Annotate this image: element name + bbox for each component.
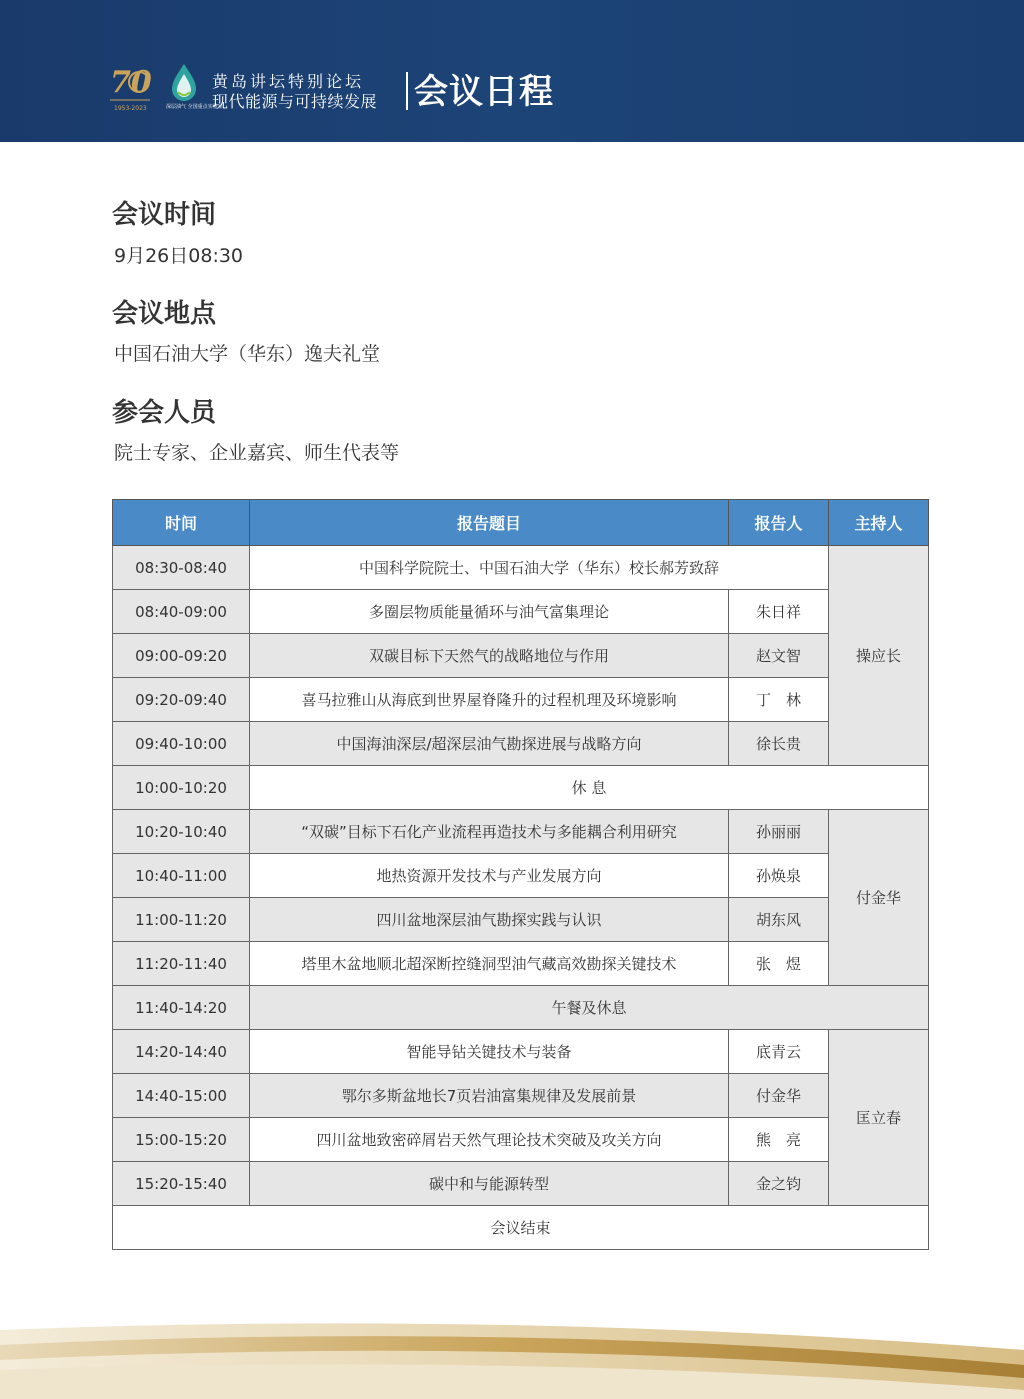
time-cell: 09:00-09:20 <box>113 634 250 678</box>
time-heading: 会议时间 <box>112 200 217 230</box>
table-row <box>113 1162 929 1206</box>
header-host: 主持人 <box>829 500 929 546</box>
table-row <box>113 1074 929 1118</box>
time-cell: 09:20-09:40 <box>113 678 250 722</box>
topic-cell: 多圈层物质能量循环与油气富集理论 <box>250 590 729 634</box>
svg-text:70: 70 <box>110 65 152 100</box>
header-topic: 报告题目 <box>250 500 729 546</box>
location-value: 中国石油大学（华东）逸夫礼堂 <box>114 343 381 365</box>
speaker-cell: 孙丽丽 <box>729 810 829 854</box>
topic-cell: 鄂尔多斯盆地长7页岩油富集规律及发展前景 <box>250 1074 729 1118</box>
table-row <box>113 986 929 1030</box>
topic-cell: 双碳目标下天然气的战略地位与作用 <box>250 634 729 678</box>
speaker-cell: 胡东风 <box>729 898 829 942</box>
break-cell: 休 息 <box>250 766 929 810</box>
table-row <box>113 722 929 766</box>
speaker-cell: 张 煜 <box>729 942 829 986</box>
topic-cell: 碳中和与能源转型 <box>250 1162 729 1206</box>
header-divider <box>406 72 408 110</box>
table-row <box>113 854 929 898</box>
speaker-cell: 孙焕泉 <box>729 854 829 898</box>
time-cell: 08:40-09:00 <box>113 590 250 634</box>
topic-cell: 中国科学院院士、中国石油大学（华东）校长郝芳致辞 <box>250 546 829 590</box>
speaker-cell: 底青云 <box>729 1030 829 1074</box>
speaker-cell: 金之钧 <box>729 1162 829 1206</box>
schedule-table <box>112 499 929 1250</box>
table-row <box>113 766 929 810</box>
forum-title: 黄岛讲坛特别论坛 <box>212 72 365 91</box>
table-header-row <box>113 500 929 546</box>
attendees-heading: 参会人员 <box>112 398 217 428</box>
speaker-cell: 熊 亮 <box>729 1118 829 1162</box>
time-cell: 11:40-14:20 <box>113 986 250 1030</box>
speaker-cell: 丁 林 <box>729 678 829 722</box>
time-cell: 15:00-15:20 <box>113 1118 250 1162</box>
break-cell: 午餐及休息 <box>250 986 929 1030</box>
logo-lab-caption: 深层油气 全国重点实验室 <box>166 104 223 110</box>
forum-subtitle: 现代能源与可持续发展 <box>212 92 378 111</box>
topic-cell: 塔里木盆地顺北超深断控缝洞型油气藏高效勘探关键技术 <box>250 942 729 986</box>
page-title: 会议日程 <box>414 72 554 112</box>
topic-cell: “双碳”目标下石化产业流程再造技术与多能耦合利用研究 <box>250 810 729 854</box>
time-cell: 11:20-11:40 <box>113 942 250 986</box>
topic-cell: 喜马拉雅山从海底到世界屋脊隆升的过程机理及环境影响 <box>250 678 729 722</box>
table-row <box>113 1030 929 1074</box>
time-cell: 15:20-15:40 <box>113 1162 250 1206</box>
host-cell: 付金华 <box>829 810 929 986</box>
logo-70-caption: 1953-2023 <box>114 105 147 112</box>
time-cell: 10:00-10:20 <box>113 766 250 810</box>
anniversary-70-logo <box>108 62 152 114</box>
topic-cell: 四川盆地致密碎屑岩天然气理论技术突破及攻关方向 <box>250 1118 729 1162</box>
host-cell: 操应长 <box>829 546 929 766</box>
time-cell: 10:40-11:00 <box>113 854 250 898</box>
header-banner <box>0 0 1024 142</box>
speaker-cell: 徐长贵 <box>729 722 829 766</box>
time-cell: 14:40-15:00 <box>113 1074 250 1118</box>
attendees-value: 院士专家、企业嘉宾、师生代表等 <box>114 442 400 464</box>
time-cell: 14:20-14:40 <box>113 1030 250 1074</box>
time-cell: 11:00-11:20 <box>113 898 250 942</box>
topic-cell: 中国海油深层/超深层油气勘探进展与战略方向 <box>250 722 729 766</box>
table-row <box>113 1118 929 1162</box>
table-row <box>113 1206 929 1250</box>
table-row <box>113 810 929 854</box>
lab-drop-logo <box>164 62 223 114</box>
table-row <box>113 942 929 986</box>
topic-cell: 地热资源开发技术与产业发展方向 <box>250 854 729 898</box>
speaker-cell: 付金华 <box>729 1074 829 1118</box>
table-row <box>113 634 929 678</box>
time-value: 9月26日08:30 <box>114 245 244 267</box>
table-row <box>113 546 929 590</box>
speaker-cell: 赵文智 <box>729 634 829 678</box>
time-cell: 10:20-10:40 <box>113 810 250 854</box>
time-cell: 09:40-10:00 <box>113 722 250 766</box>
topic-cell: 四川盆地深层油气勘探实践与认识 <box>250 898 729 942</box>
header-time: 时间 <box>113 500 250 546</box>
time-cell: 08:30-08:40 <box>113 546 250 590</box>
speaker-cell: 朱日祥 <box>729 590 829 634</box>
closing-cell: 会议结束 <box>113 1206 929 1250</box>
bottom-decoration <box>0 1290 1024 1399</box>
topic-cell: 智能导钻关键技术与装备 <box>250 1030 729 1074</box>
table-row <box>113 590 929 634</box>
host-cell: 匡立春 <box>829 1030 929 1206</box>
location-heading: 会议地点 <box>112 299 217 329</box>
table-row <box>113 898 929 942</box>
table-row <box>113 678 929 722</box>
header-speaker: 报告人 <box>729 500 829 546</box>
